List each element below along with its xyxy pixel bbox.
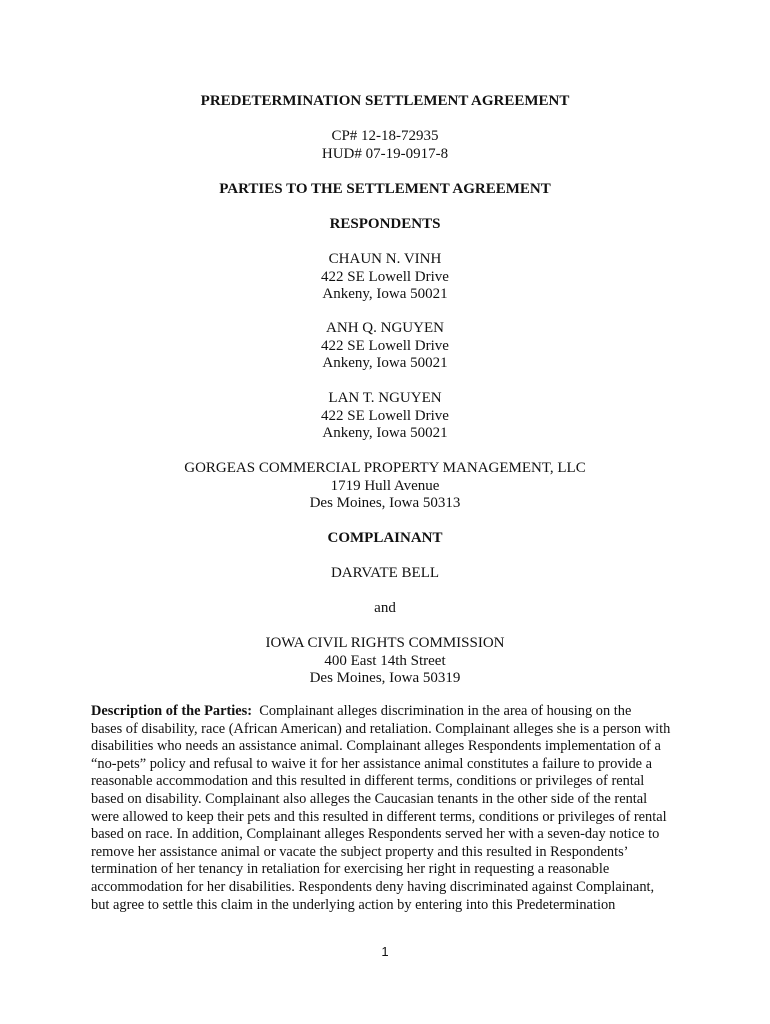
respondent-city: Ankeny, Iowa 50021 bbox=[322, 425, 448, 441]
respondent-block bbox=[0, 251, 770, 304]
hud-number: HUD# 07-19-0917-8 bbox=[321, 145, 449, 162]
description-first-line bbox=[91, 703, 681, 721]
and-text: and bbox=[374, 600, 396, 616]
respondent-city: Ankeny, Iowa 50021 bbox=[322, 286, 448, 302]
respondent-street: 422 SE Lowell Drive bbox=[321, 337, 449, 354]
commission-block bbox=[0, 635, 770, 688]
description-line: disabilities who needs an assistance animal. Complainant alleges Respondents implementation of a bbox=[91, 738, 661, 755]
complainant-name: DARVATE BELL bbox=[330, 565, 440, 581]
commission-street: 400 East 14th Street bbox=[324, 652, 446, 669]
respondents-heading: RESPONDENTS bbox=[329, 216, 441, 232]
description-line: remove her assistance animal or vacate the subject property and this resulted in Respondents’ bbox=[91, 843, 629, 860]
parties-heading: PARTIES TO THE SETTLEMENT AGREEMENT bbox=[219, 181, 551, 197]
respondent-name: LAN T. NGUYEN bbox=[328, 390, 442, 406]
page-number: 1 bbox=[381, 944, 389, 959]
respondent-name: CHAUN N. VINH bbox=[328, 251, 442, 267]
respondent-block bbox=[0, 460, 770, 513]
respondent-city: Ankeny, Iowa 50021 bbox=[322, 355, 448, 371]
description-line: based on race. In addition, Complainant alleges Respondents served her with a seven-day notice to bbox=[91, 826, 660, 843]
respondent-name: ANH Q. NGUYEN bbox=[326, 320, 444, 336]
commission-name: IOWA CIVIL RIGHTS COMMISSION bbox=[265, 635, 505, 651]
respondent-block bbox=[0, 390, 770, 443]
document-title: PREDETERMINATION SETTLEMENT AGREEMENT bbox=[200, 93, 570, 109]
description-line: reasonable accommodation and this resulted in different terms, conditions or privileges of rental bbox=[91, 773, 645, 790]
cp-number: CP# 12-18-72935 bbox=[331, 128, 439, 144]
complainant-heading: COMPLAINANT bbox=[327, 530, 443, 546]
case-numbers bbox=[0, 128, 770, 163]
respondent-street: 422 SE Lowell Drive bbox=[321, 407, 449, 424]
respondent-block bbox=[0, 320, 770, 373]
description-label: Description of the Parties: bbox=[91, 703, 253, 719]
description-line: were allowed to keep their pets and this resulted in different terms, conditions or privileges of rental bbox=[91, 808, 667, 825]
description-line: “no-pets” policy and refusal to waive it for her assistance animal constitutes a failure to provide a bbox=[91, 755, 653, 772]
description-line: bases of disability, race (African American) and retaliation. Complainant alleges she is a person with bbox=[91, 720, 671, 737]
respondent-name: GORGEAS COMMERCIAL PROPERTY MANAGEMENT, LLC bbox=[184, 460, 586, 476]
description-line: termination of her tenancy in retaliation for exercising her right in requesting a reasonable bbox=[91, 861, 610, 878]
respondent-street: 1719 Hull Avenue bbox=[330, 477, 440, 494]
commission-city: Des Moines, Iowa 50319 bbox=[309, 670, 461, 686]
description-line: accommodation for her disabilities. Respondents deny having discriminated against Complainant, bbox=[91, 878, 655, 895]
description-paragraph bbox=[91, 703, 681, 914]
description-line: but agree to settle this claim in the underlying action by entering into this Predetermination bbox=[91, 896, 616, 913]
description-line: Complainant alleges discrimination in the area of housing on the bbox=[259, 703, 632, 719]
respondent-street: 422 SE Lowell Drive bbox=[321, 268, 449, 285]
description-line: based on disability. Complainant also alleges the Caucasian tenants in the other side of the rental bbox=[91, 790, 648, 807]
respondent-city: Des Moines, Iowa 50313 bbox=[309, 495, 461, 511]
